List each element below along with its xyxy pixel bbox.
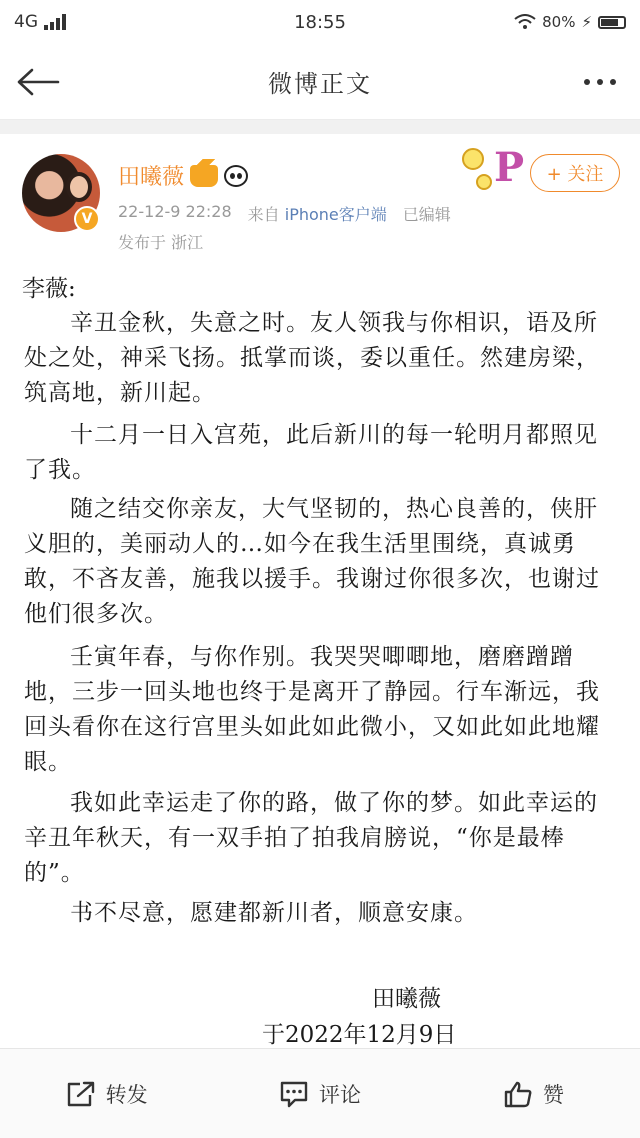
wifi-icon [514, 14, 536, 30]
more-icon[interactable] [576, 58, 624, 106]
post-header [0, 134, 640, 264]
letter-paragraph: 十二月一日入宫苑，此后新川的每一轮明月都照见了我。 [24, 422, 598, 483]
letter-date: 于2022年12月9日 [262, 1022, 457, 1048]
letter-paragraph: 壬寅年春，与你作别。我哭哭唧唧地，磨磨蹭蹭地，三步一回头地也终于是离开了静园。行车渐远，我回头看你在这行宫里头如此如此微小，又如此如此地耀眼。 [24, 644, 600, 775]
letter-greeting: 李薇: [22, 276, 76, 302]
signal-icon [44, 14, 66, 30]
source-prefix: 来自 [247, 205, 280, 224]
section-divider [0, 120, 640, 134]
post-source [248, 202, 387, 225]
status-left [14, 12, 214, 32]
repost-label: 转发 [105, 1082, 148, 1107]
flower-icon [462, 148, 484, 170]
username-text: 田曦薇 [118, 165, 185, 190]
action-bar [0, 1048, 640, 1138]
source-device[interactable]: iPhone客户端 [284, 205, 387, 224]
verified-badge: V [74, 206, 100, 232]
flower-icon [476, 174, 492, 190]
panda-icon [224, 165, 248, 187]
post-time: 22-12-9 22:28 [118, 202, 232, 221]
crown-icon [190, 165, 218, 187]
follow-button[interactable]: + 关注 [530, 154, 620, 192]
username[interactable] [118, 160, 248, 191]
decorative-sticker [458, 142, 538, 204]
letter-paragraph: 辛丑金秋，失意之时。友人领我与你相识，语及所处之处，神采飞扬。抵掌而谈，委以重任。然建房梁，筑高地，新川起。 [24, 310, 600, 406]
thumbs-up-icon [503, 1080, 533, 1108]
battery-icon [598, 16, 626, 29]
letter-paragraph: 我如此幸运走了你的路，做了你的梦。如此幸运的辛丑年秋天，有一双手拍了拍我肩膀说，“你是最棒的”。 [24, 790, 598, 886]
letter-paragraph: 随之结交你亲友，大气坚韧的，热心良善的，侠肝义胆的，美丽动人的…如今在我生活里围绕，真诚勇敢，不吝友善，施我以援手。我谢过你很多次，也谢过他们很多次。 [24, 496, 600, 627]
status-time: 18:55 [294, 11, 346, 33]
post-location: 发布于 浙江 [118, 233, 204, 252]
page-title: 微博正文 [268, 70, 372, 98]
navigation-bar [0, 44, 640, 120]
network-label: 4G [14, 12, 38, 32]
letter-paragraph: 书不尽意，愿建都新川者，顺意安康。 [70, 900, 478, 926]
comment-label: 评论 [318, 1082, 361, 1107]
charging-icon: ⚡ [581, 13, 592, 31]
like-button[interactable] [427, 1079, 640, 1109]
status-bar [0, 0, 640, 44]
post-content [0, 264, 640, 1048]
repost-button[interactable] [0, 1079, 213, 1109]
comment-icon [279, 1080, 309, 1108]
back-icon[interactable] [16, 58, 64, 106]
edited-label[interactable]: 已编辑 [402, 205, 451, 224]
comment-button[interactable] [213, 1079, 426, 1109]
letter-p-icon: P [494, 144, 525, 191]
status-right [426, 13, 626, 31]
post-meta [118, 202, 451, 225]
battery-label: 80% [542, 13, 576, 31]
avatar-photo-detail [66, 172, 92, 202]
repost-icon [66, 1080, 96, 1108]
like-label: 赞 [542, 1082, 564, 1107]
letter-signature: 田曦薇 [372, 986, 441, 1012]
